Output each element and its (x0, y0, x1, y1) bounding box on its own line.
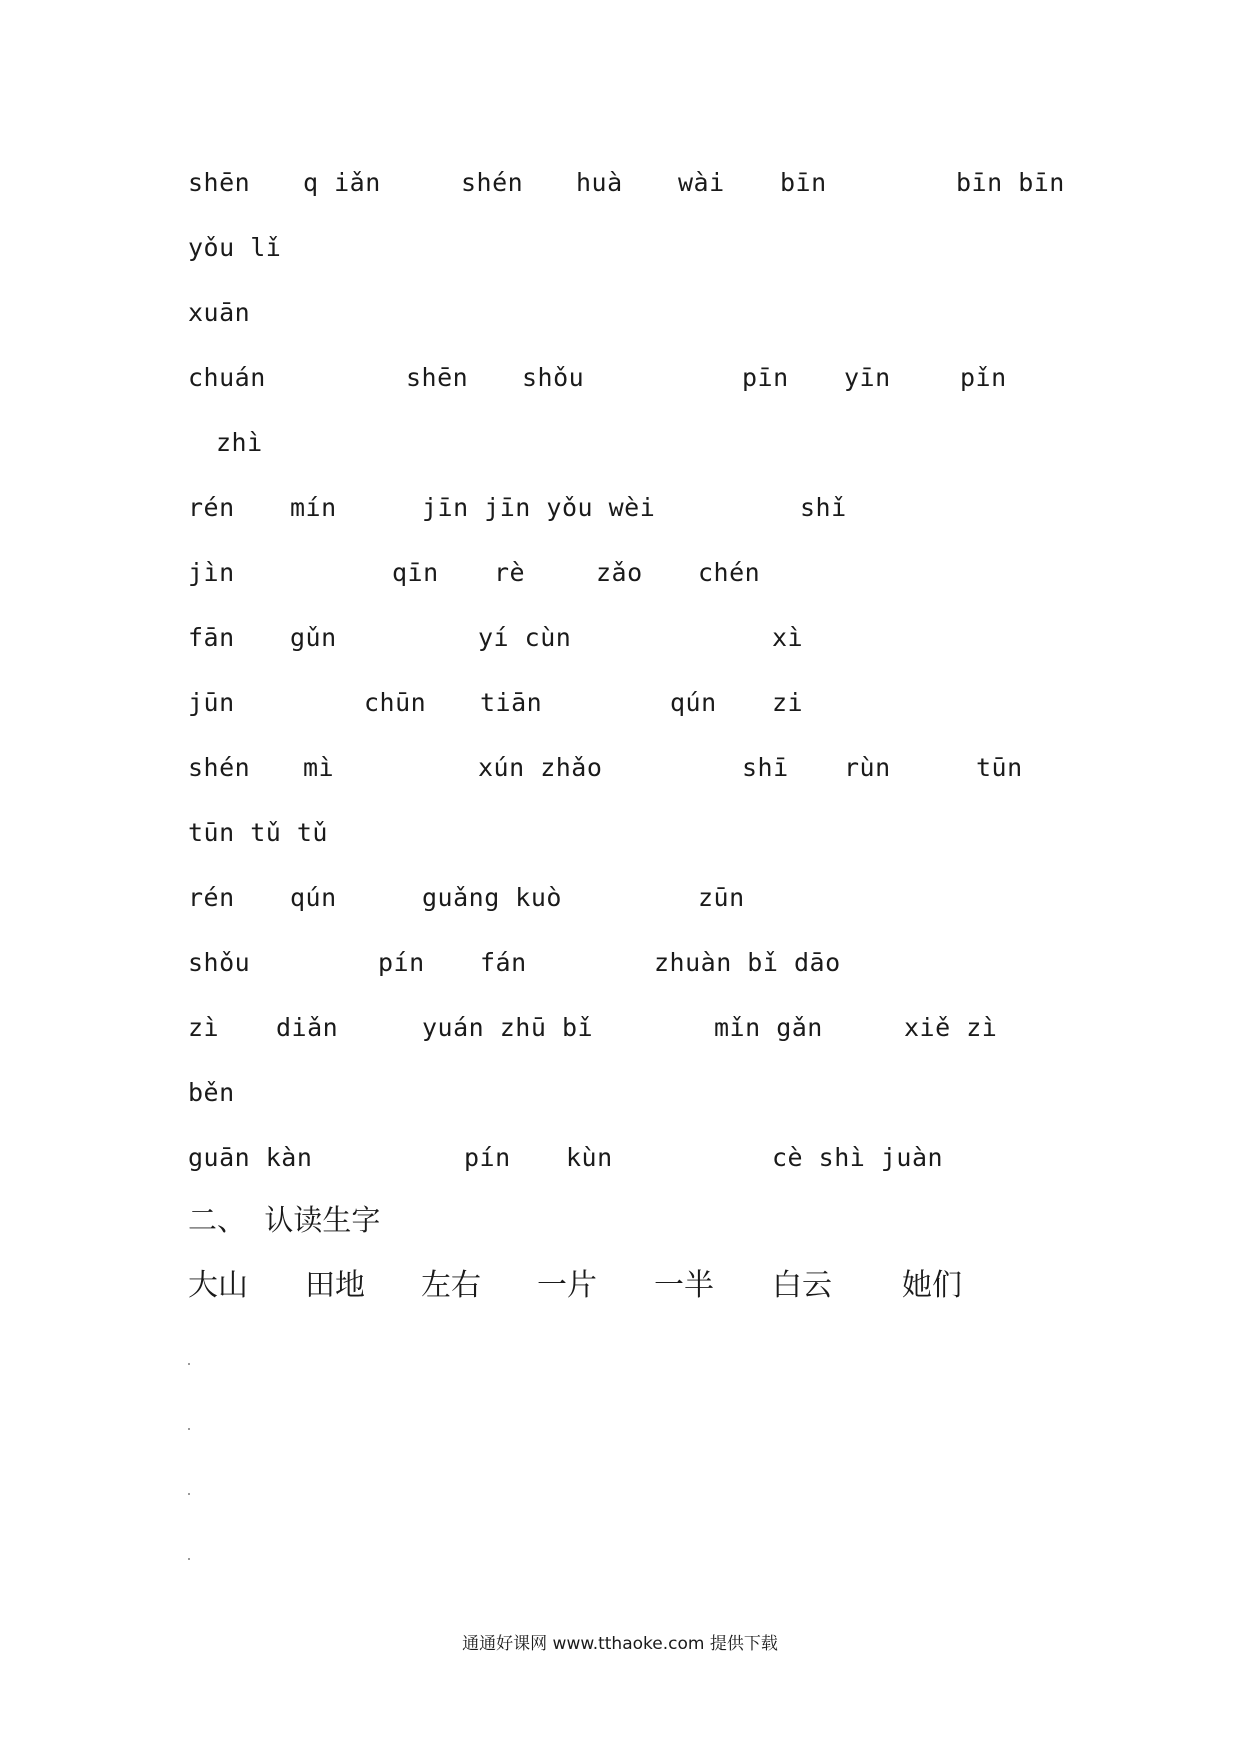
pinyin-word: mì (303, 753, 335, 782)
pinyin-word: pín (464, 1143, 511, 1172)
pinyin-word: tūn (976, 753, 1023, 782)
pinyin-line-8 (0, 621, 1240, 661)
pinyin-line-3 (0, 296, 1240, 336)
pinyin-word: zhuàn bǐ dāo (654, 948, 841, 977)
pinyin-word: xì (772, 623, 804, 652)
pinyin-word: chén (698, 558, 761, 587)
pinyin-word: chūn (364, 688, 427, 717)
pinyin-word: yǒu lǐ (188, 233, 282, 262)
pinyin-line-9 (0, 686, 1240, 726)
pinyin-word: tūn tǔ tǔ (188, 818, 328, 847)
pinyin-word: bīn (780, 168, 827, 197)
pinyin-word: tiān (480, 688, 543, 717)
pinyin-word: rè (494, 558, 526, 587)
pinyin-word: wài (678, 168, 725, 197)
pinyin-line-11 (0, 816, 1240, 856)
pinyin-word: xún zhǎo (478, 753, 603, 782)
pinyin-word: qún (290, 883, 337, 912)
pinyin-word: shén (461, 168, 524, 197)
pinyin-word: guān kàn (188, 1143, 313, 1172)
pinyin-word: shī (742, 753, 789, 782)
character-word: 白云 (772, 1268, 832, 1303)
character-word: 大山 (188, 1268, 248, 1303)
pinyin-word: jīn jīn yǒu wèi (422, 493, 656, 522)
pinyin-word: zǎo (596, 558, 643, 587)
pinyin-word: shén (188, 753, 251, 782)
pinyin-line-14 (0, 1011, 1240, 1051)
pinyin-word: yí cùn (478, 623, 572, 652)
pinyin-word: mǐn gǎn (714, 1013, 823, 1042)
pinyin-line-10 (0, 751, 1240, 791)
character-line (0, 1265, 1240, 1309)
pinyin-word: shǒu (188, 948, 251, 977)
pinyin-word: qún (670, 688, 717, 717)
pinyin-word: xuān (188, 298, 251, 327)
pinyin-word: jūn (188, 688, 235, 717)
pinyin-word: rùn (844, 753, 891, 782)
pinyin-word: cè shì juàn (772, 1143, 944, 1172)
pinyin-word: yīn (844, 363, 891, 392)
pinyin-line-2 (0, 231, 1240, 271)
pinyin-word: xiě zì (904, 1013, 998, 1042)
empty-paragraph-mark (188, 1558, 190, 1560)
pinyin-word: pīn (742, 363, 789, 392)
pinyin-word: yuán zhū bǐ (422, 1013, 594, 1042)
pinyin-word: qīn (392, 558, 439, 587)
pinyin-word: q iǎn (303, 168, 381, 197)
character-word: 一半 (654, 1268, 714, 1303)
pinyin-line-4 (0, 361, 1240, 401)
pinyin-word: jìn (188, 558, 235, 587)
empty-paragraph-mark (188, 1428, 190, 1430)
pinyin-line-5 (0, 426, 1240, 466)
pinyin-word: guǎng kuò (422, 883, 562, 912)
pinyin-word: mín (290, 493, 337, 522)
pinyin-line-6 (0, 491, 1240, 531)
pinyin-word: diǎn (276, 1013, 339, 1042)
pinyin-word: shǒu (522, 363, 585, 392)
pinyin-line-1 (0, 166, 1240, 206)
character-word: 田地 (305, 1268, 365, 1303)
empty-paragraph-mark (188, 1363, 190, 1365)
pinyin-word: zì (188, 1013, 220, 1042)
section-heading: 二、 认读生字 (188, 1203, 381, 1237)
character-word: 左右 (421, 1268, 481, 1303)
pinyin-word: kùn (566, 1143, 613, 1172)
pinyin-word: shǐ (800, 493, 847, 522)
pinyin-word: fán (480, 948, 527, 977)
pinyin-word: pǐn (960, 363, 1007, 392)
pinyin-line-12 (0, 881, 1240, 921)
character-word: 一片 (537, 1268, 597, 1303)
pinyin-line-16 (0, 1141, 1240, 1181)
pinyin-word: zūn (698, 883, 745, 912)
pinyin-word: rén (188, 883, 235, 912)
pinyin-word: huà (576, 168, 623, 197)
pinyin-word: běn (188, 1078, 235, 1107)
pinyin-word: bīn bīn (956, 168, 1065, 197)
pinyin-word: shēn (188, 168, 251, 197)
pinyin-word: gǔn (290, 623, 337, 652)
pinyin-word: fān (188, 623, 235, 652)
pinyin-word: pín (378, 948, 425, 977)
pinyin-line-15 (0, 1076, 1240, 1116)
pinyin-word: chuán (188, 363, 266, 392)
pinyin-word: zhì (216, 428, 263, 457)
pinyin-word: zi (772, 688, 804, 717)
page-footer: 通通好课网 www.tthaoke.com 提供下载 (462, 1634, 778, 1654)
pinyin-word: rén (188, 493, 235, 522)
empty-paragraph-mark (188, 1493, 190, 1495)
pinyin-line-13 (0, 946, 1240, 986)
pinyin-word: shēn (406, 363, 469, 392)
pinyin-line-7 (0, 556, 1240, 596)
character-word: 她们 (902, 1268, 962, 1303)
